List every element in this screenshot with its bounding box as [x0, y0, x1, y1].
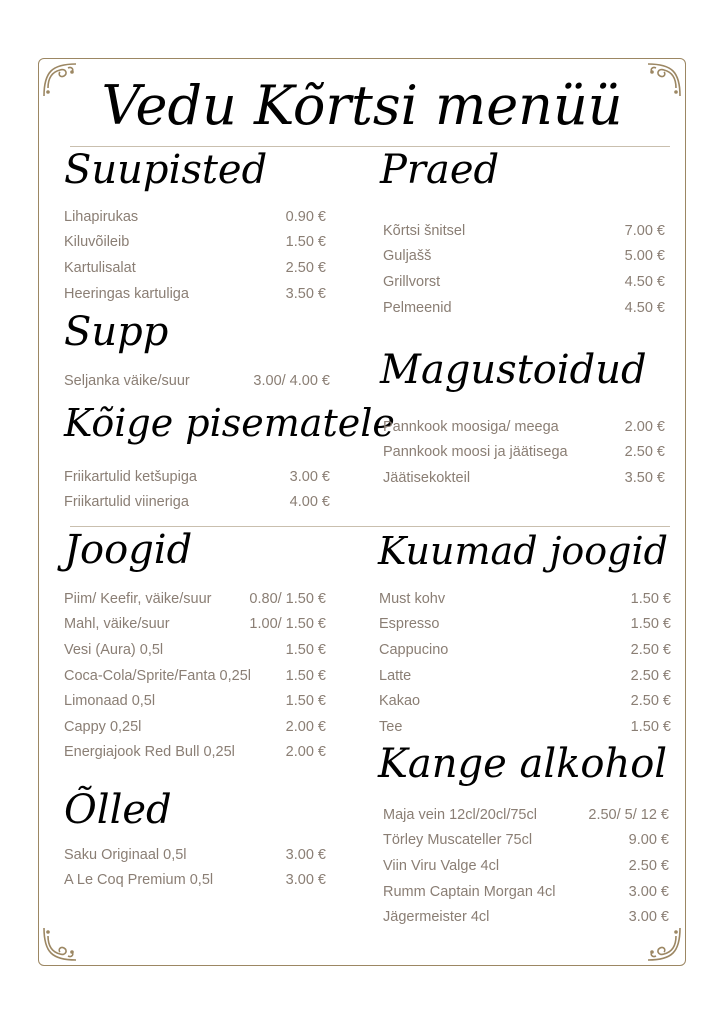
section-praed-items: [383, 218, 665, 320]
item-price: 3.00 €: [285, 846, 326, 863]
section-supp-items: [64, 368, 330, 394]
section-heading-supp: Supp: [64, 309, 169, 355]
item-price: 1.50 €: [285, 693, 326, 710]
item-name: Törley Muscateller 75cl: [383, 832, 533, 849]
menu-item: [383, 853, 669, 879]
menu-item: [64, 490, 330, 516]
section-heading-suupisted: Suupisted: [64, 147, 268, 193]
section-suupisted-items: [64, 204, 326, 306]
item-price: 1.50 €: [630, 718, 671, 735]
menu-item: [64, 368, 330, 394]
item-price: 0.80/ 1.50 €: [249, 590, 326, 607]
item-price: 2.50 €: [628, 857, 669, 874]
item-price: 1.50 €: [285, 641, 326, 658]
menu-item: [383, 802, 669, 828]
item-name: Pannkook moosi ja jäätisega: [383, 444, 568, 461]
menu-item: [64, 663, 326, 689]
item-name: Kartulisalat: [64, 259, 136, 276]
item-price: 2.50 €: [630, 667, 671, 684]
section-heading-kuumad-joogid: Kuumad joogid: [378, 529, 668, 573]
item-name: Vesi (Aura) 0,5l: [64, 641, 164, 658]
menu-item: [383, 879, 669, 905]
menu-item: [64, 842, 326, 868]
item-name: Pelmeenid: [383, 299, 452, 316]
item-name: Jäätisekokteil: [383, 469, 471, 486]
corner-flourish-icon: [38, 922, 82, 966]
menu-item: [383, 414, 665, 440]
item-name: Coca-Cola/Sprite/Fanta 0,25l: [64, 667, 251, 684]
item-price: 3.00/ 4.00 €: [253, 372, 330, 389]
item-price: 3.00 €: [628, 909, 669, 926]
item-price: 3.00 €: [628, 883, 669, 900]
menu-title: Vedu Kõrtsi menüü: [101, 74, 623, 137]
menu-item: [379, 714, 671, 740]
item-price: 2.50 €: [624, 444, 665, 461]
item-name: Rumm Captain Morgan 4cl: [383, 883, 556, 900]
item-name: Lihapirukas: [64, 208, 139, 225]
item-name: Energiajook Red Bull 0,25l: [64, 744, 235, 761]
item-name: Piim/ Keefir, väike/suur: [64, 590, 212, 607]
item-name: Maja vein 12cl/20cl/75cl: [383, 806, 537, 823]
item-name: Espresso: [379, 616, 440, 633]
item-price: 3.00 €: [285, 872, 326, 889]
section-heading-magustoidud: Magustoidud: [380, 347, 647, 393]
item-price: 2.00 €: [624, 418, 665, 435]
section-kange-alkohol-items: [383, 802, 669, 930]
menu-item: [379, 586, 671, 612]
item-price: 4.50 €: [624, 273, 665, 290]
item-price: 3.50 €: [624, 469, 665, 486]
item-price: 7.00 €: [624, 222, 665, 239]
item-price: 2.50/ 5/ 12 €: [588, 806, 669, 823]
item-name: Heeringas kartuliga: [64, 285, 189, 302]
menu-item: [64, 230, 326, 256]
item-price: 1.50 €: [285, 667, 326, 684]
item-name: Jägermeister 4cl: [383, 909, 490, 926]
item-price: 2.50 €: [630, 693, 671, 710]
menu-item: [383, 904, 669, 930]
item-price: 2.00 €: [285, 718, 326, 735]
item-name: Kiluvõileib: [64, 234, 130, 251]
item-price: 5.00 €: [624, 248, 665, 265]
item-price: 2.00 €: [285, 744, 326, 761]
section-kuumad-joogid-items: [379, 586, 671, 740]
menu-item: [64, 464, 330, 490]
item-name: Cappucino: [379, 641, 449, 658]
item-name: Must kohv: [379, 590, 446, 607]
menu-item: [383, 218, 665, 244]
item-price: 2.50 €: [630, 641, 671, 658]
item-name: A Le Coq Premium 0,5l: [64, 872, 214, 889]
menu-item: [383, 465, 665, 491]
item-name: Friikartulid viineriga: [64, 494, 189, 511]
item-name: Seljanka väike/suur: [64, 372, 190, 389]
item-name: Tee: [379, 718, 403, 735]
item-price: 1.50 €: [285, 234, 326, 251]
menu-item: [64, 255, 326, 281]
menu-item: [379, 663, 671, 689]
section-heading-kange-alkohol: Kange alkohol: [378, 741, 668, 787]
item-name: Friikartulid ketšupiga: [64, 468, 197, 485]
item-price: 4.00 €: [289, 494, 330, 511]
section-heading-joogid: Joogid: [64, 527, 193, 573]
section-koige-pisematele-items: [64, 464, 330, 515]
menu-item: [64, 281, 326, 307]
item-name: Kakao: [379, 693, 421, 710]
item-name: Mahl, väike/suur: [64, 616, 170, 633]
item-name: Kõrtsi šnitsel: [383, 222, 466, 239]
menu-item: [64, 740, 326, 766]
item-name: Pannkook moosiga/ meega: [383, 418, 559, 435]
menu-item: [379, 637, 671, 663]
menu-item: [64, 714, 326, 740]
item-name: Saku Originaal 0,5l: [64, 846, 187, 863]
section-magustoidud-items: [383, 414, 665, 491]
menu-item: [383, 295, 665, 321]
menu-item: [383, 440, 665, 466]
menu-item: [64, 586, 326, 612]
menu-item: [64, 612, 326, 638]
item-price: 1.50 €: [630, 590, 671, 607]
menu-item: [383, 269, 665, 295]
menu-item: [64, 204, 326, 230]
menu-item: [383, 244, 665, 270]
item-price: 9.00 €: [628, 832, 669, 849]
section-joogid-items: [64, 586, 326, 765]
item-name: Latte: [379, 667, 412, 684]
item-price: 1.00/ 1.50 €: [249, 616, 326, 633]
item-price: 4.50 €: [624, 299, 665, 316]
section-heading-olled: Õlled: [64, 787, 172, 833]
menu-item: [379, 612, 671, 638]
menu-item: [379, 688, 671, 714]
item-price: 0.90 €: [285, 208, 326, 225]
menu-item: [64, 637, 326, 663]
item-price: 2.50 €: [285, 259, 326, 276]
item-price: 3.00 €: [289, 468, 330, 485]
item-name: Cappy 0,25l: [64, 718, 142, 735]
menu-item: [383, 828, 669, 854]
item-price: 3.50 €: [285, 285, 326, 302]
menu-item: [64, 688, 326, 714]
item-name: Viin Viru Valge 4cl: [383, 857, 500, 874]
item-name: Grillvorst: [383, 273, 441, 290]
item-name: Limonaad 0,5l: [64, 693, 156, 710]
section-olled-items: [64, 842, 326, 893]
section-heading-koige-pisematele: Kõige pisematele: [64, 401, 395, 445]
item-price: 1.50 €: [630, 616, 671, 633]
section-heading-praed: Praed: [380, 147, 500, 193]
item-name: Guljašš: [383, 248, 432, 265]
menu-item: [64, 868, 326, 894]
